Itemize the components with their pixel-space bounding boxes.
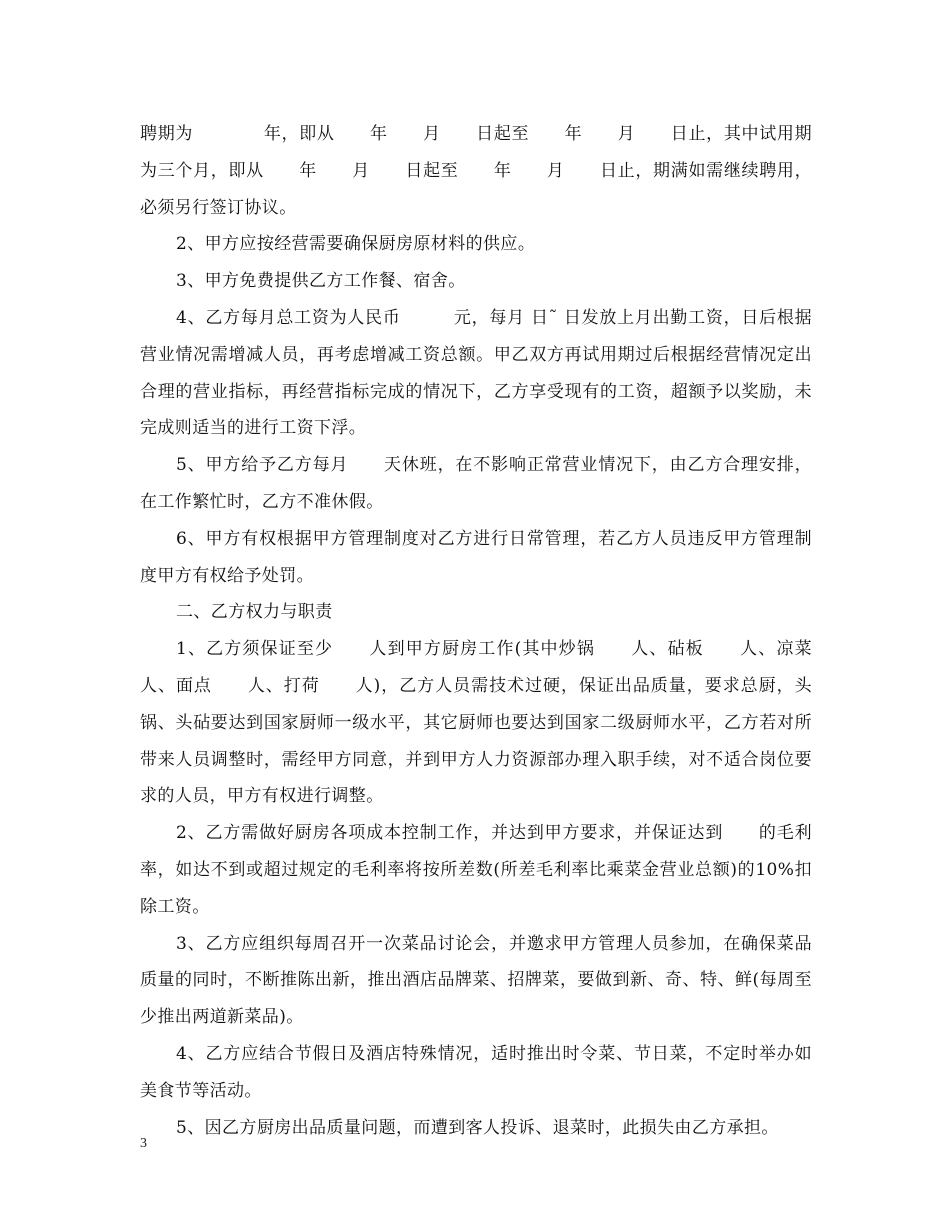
page-number: 3 <box>140 1136 147 1151</box>
paragraph-party-a-6: 6、甲方有权根据甲方管理制度对乙方进行日常管理，若乙方人员违反甲方管理制度甲方有权给予处罚。 <box>140 528 812 586</box>
paragraph-party-a-2: 2、甲方应按经营需要确保厨房原材料的供应。 <box>176 234 536 255</box>
paragraph-party-b-2: 2、乙方需做好厨房各项成本控制工作，并达到甲方要求，并保证达到 的毛利率，如达不到或超过规定的毛利率将按所差数(所差毛利率比乘菜金营业总额)的10%扣除工资。 <box>140 823 812 917</box>
paragraph-party-b-5: 5、因乙方厨房出品质量问题，而遭到客人投诉、退菜时，此损失由乙方承担。 <box>176 1117 779 1138</box>
document-body <box>140 116 847 1146</box>
paragraph-party-a-3: 3、甲方免费提供乙方工作餐、宿舍。 <box>176 271 466 292</box>
paragraph-party-a-5: 5、甲方给予乙方每月 天休班，在不影响正常营业情况下，由乙方合理安排，在工作繁忙时，乙方不准休假。 <box>140 455 812 512</box>
paragraph-party-a-4: 4、乙方每月总工资为人民币 元，每月 日˜ 日发放上月出勤工资，日后根据营业情况需增减人员，再考虑增减工资总额。甲乙双方再试用期过后根据经营情况定出合理的营业指标，再经营指标完成的情况下，乙方享受现有的工资，超额予以奖励，未完成则适当的进行工资下浮。 <box>140 307 812 439</box>
paragraph-party-b-4: 4、乙方应结合节假日及酒店特殊情况，适时推出时令菜、节日菜，不定时举办如美食节等活动。 <box>140 1043 812 1101</box>
paragraph-term-of-employment: 聘期为 年，即从 年 月 日起至 年 月 日止，其中试用期为三个月，即从 年 月 日起至 年 月 日止，期满如需继续聘用，必须另行签订协议。 <box>140 124 812 218</box>
paragraph-party-b-3: 3、乙方应组织每周召开一次菜品讨论会，并邀求甲方管理人员参加，在确保菜品质量的同时，不断推陈出新，推出酒店品牌菜、招牌菜，要做到新、奇、特、鲜(每周至少推出两道新菜品)。 <box>140 933 812 1028</box>
section-heading-party-b: 二、乙方权力与职责 <box>176 602 333 623</box>
paragraph-party-b-1: 1、乙方须保证至少 人到甲方厨房工作(其中炒锅 人、砧板 人、凉菜 人、面点 人、打荷 人)，乙方人员需技术过硬，保证出品质量，要求总厨，头锅、头砧要达到国家厨师一级水平，其它厨师也要达到国家二级厨师水平，乙方若对所带来人员调整时，需经甲方同意，并到甲方人力资源部办理入职手续，对不适合岗位要求的人员，甲方有权进行调整。 <box>140 639 847 807</box>
